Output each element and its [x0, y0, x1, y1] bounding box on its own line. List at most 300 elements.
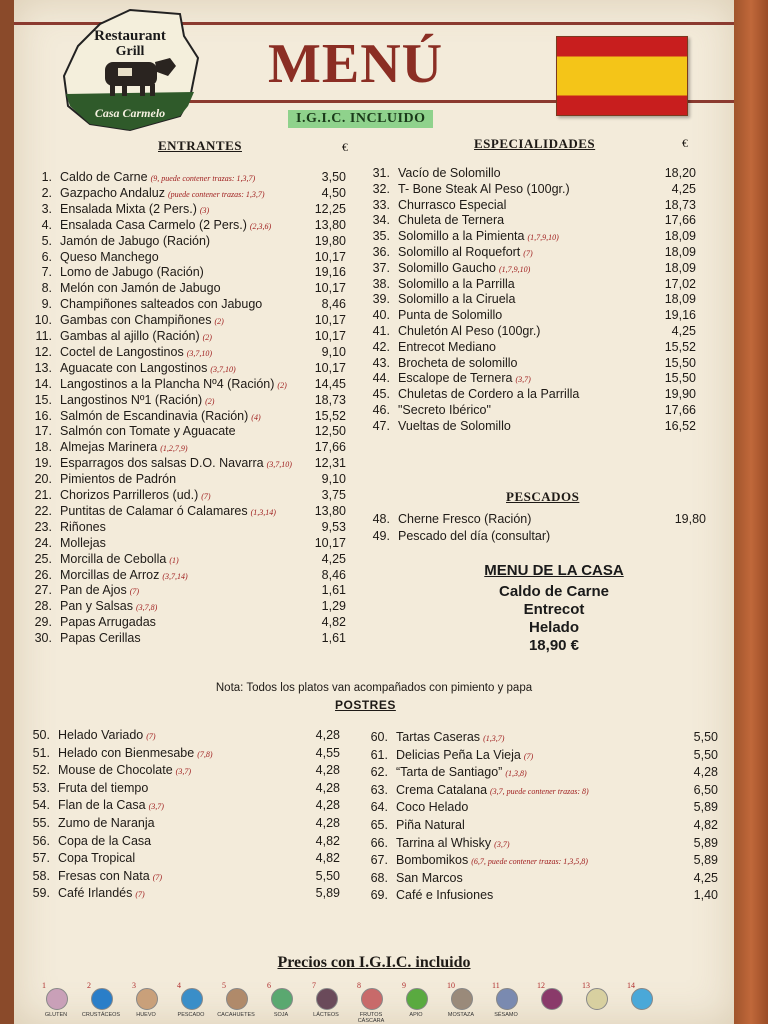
item-allergens: (7) [135, 890, 145, 900]
menu-item [28, 265, 204, 279]
item-name: Delicias Peña La Vieja [396, 747, 521, 762]
mustard-icon [451, 988, 473, 1010]
item-allergens: (3,7, puede contener trazas: 8) [490, 786, 589, 796]
item-name: Tarrina al Whisky [396, 835, 492, 850]
item-name: Mollejas [60, 535, 106, 550]
logo-text-restaurant: Restaurant [94, 28, 166, 44]
item-name: Gazpacho Andaluz [60, 185, 165, 200]
allergen-label: CRUSTÁCEOS [81, 1012, 121, 1018]
item-name: Pimientos de Padrón [60, 472, 177, 487]
allergen-label: PESCADO [177, 1012, 205, 1018]
menu-item [364, 783, 589, 797]
menu-item [26, 746, 213, 760]
item-number: 16. [34, 408, 52, 423]
item-allergens: (1,7,9,10) [527, 233, 559, 243]
mollusc-icon [631, 988, 653, 1010]
item-number: 64. [370, 800, 388, 815]
menu-item [364, 765, 527, 779]
lupin-icon [586, 988, 608, 1010]
menu-item [366, 229, 559, 243]
item-name: Tartas Caseras [396, 730, 481, 744]
menu-item [366, 403, 491, 417]
item-allergens: (3,7,10) [266, 460, 292, 470]
item-number: 25. [34, 551, 52, 566]
item-allergens: (7) [201, 492, 211, 501]
item-name: Gambas con Champiñones [60, 313, 212, 328]
menu-item [366, 308, 502, 322]
item-name: Zumo de Naranja [58, 816, 155, 830]
item-name: Vueltas de Solomillo [398, 418, 511, 433]
item-number: 32. [372, 181, 390, 196]
item-price: 10,17 [314, 249, 346, 264]
item-price: 1,29 [321, 599, 346, 614]
item-price: 18,09 [664, 260, 696, 275]
menu-item [28, 583, 139, 597]
menu-item [28, 377, 287, 391]
menu-item [28, 520, 106, 534]
allergen-number: 4 [177, 981, 181, 990]
item-price: 6,50 [693, 782, 718, 797]
allergen-number: 2 [87, 981, 91, 990]
item-number: 26. [34, 567, 52, 582]
item-price: 15,52 [664, 339, 696, 354]
item-number: 41. [372, 324, 390, 338]
item-number: 55. [32, 816, 50, 830]
menu-item [366, 166, 501, 180]
item-name: “Tarta de Santiago” [396, 765, 503, 780]
allergen-number: 3 [132, 981, 136, 990]
menu-item [28, 297, 262, 311]
item-number: 12. [34, 344, 52, 359]
fish-icon [181, 988, 203, 1010]
item-name: Solomillo Gaucho [398, 260, 496, 275]
item-name: Almejas Marinera [60, 440, 158, 455]
allergen-label: HUEVO [136, 1012, 156, 1018]
item-price: 4,50 [321, 185, 346, 200]
menu-item [28, 472, 176, 486]
sulphites-icon [541, 988, 563, 1010]
item-name: Copa Tropical [58, 851, 136, 866]
item-number: 6. [41, 249, 52, 264]
item-number: 20. [34, 472, 52, 487]
item-price: 5,89 [693, 800, 718, 815]
item-number: 28. [34, 599, 52, 614]
menu-item [366, 512, 531, 526]
item-price: 4,28 [315, 798, 340, 813]
item-number: 27. [34, 583, 52, 598]
item-allergens: (7) [523, 751, 534, 761]
item-price: 5,50 [315, 868, 340, 883]
item-price: 17,66 [664, 213, 696, 228]
menu-item [28, 170, 255, 184]
menu-item [28, 456, 292, 470]
item-number: 14. [34, 376, 52, 391]
menu-item [366, 356, 518, 370]
logo-text-name: Casa Carmelo [94, 106, 166, 120]
item-name: Helado con Bienmesabe [58, 745, 195, 760]
item-number: 66. [370, 835, 388, 850]
item-allergens: (1,3,7) [483, 734, 505, 743]
postres-heading: POSTRES [335, 698, 396, 712]
item-price: 12,50 [314, 424, 346, 439]
menu-item [364, 836, 510, 850]
menu-casa-heading: MENU DE LA CASA [484, 562, 624, 579]
item-price: 5,89 [315, 886, 340, 901]
item-price: 9,10 [321, 344, 346, 359]
item-allergens: (3,7,8) [135, 603, 158, 613]
item-price: 17,66 [314, 440, 346, 455]
item-number: 53. [32, 780, 50, 795]
item-price: 10,17 [314, 313, 346, 328]
menu-item [366, 261, 530, 275]
item-number: 49. [372, 528, 390, 543]
item-number: 22. [34, 503, 52, 518]
item-number: 1. [41, 170, 52, 184]
item-price: 1,61 [321, 583, 346, 598]
item-name: Puntitas de Calamar ó Calamares [60, 503, 248, 518]
item-price: 4,25 [671, 324, 696, 338]
menu-item [28, 186, 265, 200]
menu-item [28, 393, 214, 407]
item-number: 43. [372, 355, 390, 370]
item-name: Jamón de Jabugo (Ración) [60, 233, 211, 248]
item-allergens: (3,7) [175, 767, 191, 777]
item-allergens: (6,7, puede contener trazas: 1,3,5,8) [471, 857, 588, 867]
item-name: Copa de la Casa [58, 833, 152, 848]
menu-item [26, 851, 135, 865]
menu-item [28, 488, 211, 502]
item-name: Churrasco Especial [398, 197, 507, 212]
entrantes-currency: € [342, 140, 348, 154]
item-allergens: (7,8) [197, 749, 213, 759]
menu-item [28, 313, 224, 327]
item-price: 9,53 [321, 519, 346, 534]
item-price: 19,80 [674, 512, 706, 526]
item-price: 4,25 [693, 870, 718, 885]
item-allergens: (2,3,6) [249, 221, 272, 231]
item-name: Ensalada Mixta (2 Pers.) [60, 201, 197, 216]
item-name: Salmón con Tomate y Aguacate [60, 424, 236, 439]
item-allergens: (7) [523, 249, 533, 258]
item-price: 19,16 [314, 265, 346, 280]
menu-item [26, 763, 191, 777]
menu-item [366, 277, 515, 291]
item-allergens: (3,7,10) [186, 348, 213, 358]
item-price: 19,80 [314, 233, 346, 248]
sesame-icon [496, 988, 518, 1010]
item-price: 10,17 [314, 329, 346, 343]
menu-casa-line2: Entrecot [523, 601, 585, 618]
allergen-number: 9 [402, 981, 406, 990]
item-number: 68. [370, 870, 388, 885]
item-number: 58. [32, 868, 50, 883]
menu-casa-line1: Caldo de Carne [498, 583, 610, 600]
item-name: Chorizos Parrilleros (ud.) [60, 488, 199, 502]
item-name: Café e Infusiones [396, 888, 494, 903]
item-name: Melón con Jamón de Jabugo [60, 281, 221, 296]
menu-item [26, 781, 148, 795]
item-name: Lomo de Jabugo (Ración) [60, 265, 204, 280]
item-allergens: (1,3,8) [505, 769, 527, 779]
menu-sheet [14, 0, 734, 1024]
gluten-icon [46, 988, 68, 1010]
item-number: 4. [41, 217, 52, 232]
menu-item [28, 281, 221, 295]
item-price: 18,73 [314, 392, 346, 407]
menu-item [364, 853, 588, 867]
item-price: 15,52 [314, 408, 346, 423]
item-number: 47. [372, 418, 390, 433]
nuts-icon [361, 988, 383, 1010]
allergen-label: SÉSAMO [494, 1012, 518, 1018]
menu-item [366, 213, 504, 227]
item-number: 67. [370, 853, 388, 868]
menu-casa-line3: Helado [528, 619, 579, 636]
menu-item [28, 536, 106, 550]
item-allergens: (2) [205, 396, 215, 406]
peanut-icon [226, 988, 248, 1010]
item-number: 9. [41, 297, 52, 312]
allergen-number: 11 [492, 981, 500, 990]
menu-item [366, 198, 506, 212]
allergen-label: CACAHUETES [217, 1012, 255, 1018]
item-price: 3,50 [321, 170, 346, 184]
item-price: 4,82 [315, 851, 340, 866]
menu-item [26, 834, 151, 848]
item-allergens: (2) [214, 317, 224, 327]
item-number: 5. [41, 233, 52, 248]
item-name: Fresas con Nata [58, 868, 150, 883]
item-number: 10. [34, 313, 52, 328]
especialidades-heading: ESPECIALIDADES [474, 136, 596, 151]
item-number: 38. [372, 276, 390, 291]
item-name: Solomillo a la Ciruela [398, 292, 516, 307]
item-name: Langostinos a la Plancha Nº4 (Ración) [60, 376, 275, 391]
spain-flag-icon [556, 36, 688, 116]
menu-casa-price: 18,90 € [528, 637, 580, 654]
item-price: 4,28 [315, 816, 340, 830]
item-number: 59. [32, 886, 50, 901]
item-number: 56. [32, 833, 50, 848]
item-number: 37. [372, 260, 390, 275]
item-allergens: (1,3,14) [250, 507, 276, 517]
celery-icon [406, 988, 428, 1010]
footer-text: Precios con I.G.I.C. incluido [277, 954, 471, 971]
allergen-number: 5 [222, 981, 226, 990]
item-price: 19,16 [664, 308, 696, 323]
entrantes-heading: ENTRANTES [158, 138, 242, 153]
item-allergens: (4) [251, 412, 261, 422]
item-name: Morcilla de Cebolla [60, 551, 167, 566]
menu-item [366, 245, 533, 259]
item-number: 23. [34, 519, 52, 534]
menu-item [28, 234, 210, 248]
wood-background [734, 0, 768, 1024]
item-price: 5,50 [693, 747, 718, 762]
note-text: Nota: Todos los platos van acompañados con pimiento y papa [215, 682, 533, 694]
item-price: 18,73 [664, 197, 696, 212]
item-price: 19,90 [664, 387, 696, 402]
item-allergens: (3,7,10) [210, 364, 236, 374]
allergen-label: LÁCTEOS [313, 1012, 339, 1018]
menu-item [28, 361, 236, 375]
item-price: 18,20 [664, 166, 696, 180]
item-number: 46. [372, 403, 390, 417]
item-number: 34. [372, 213, 390, 228]
item-number: 31. [372, 166, 390, 180]
allergen-number: 1 [42, 981, 46, 990]
menu-item [26, 798, 164, 812]
item-allergens: (7) [146, 732, 156, 741]
menu-item [28, 329, 212, 343]
menu-item [26, 869, 162, 883]
item-name: Brocheta de solomillo [398, 355, 518, 370]
item-name: Salmón de Escandinavia (Ración) [60, 408, 249, 423]
item-price: 4,82 [315, 833, 340, 848]
item-name: Papas Cerillas [60, 631, 141, 646]
item-name: Coctel de Langostinos [60, 344, 184, 359]
item-allergens: (7) [129, 587, 140, 597]
item-name: Pan de Ajos [60, 583, 127, 598]
item-price: 1,61 [321, 631, 346, 646]
item-name: Ensalada Casa Carmelo (2 Pers.) [60, 217, 247, 232]
item-price: 3,75 [321, 488, 346, 502]
item-number: 33. [372, 197, 390, 212]
item-name: Langostinos Nº1 (Ración) [60, 392, 203, 407]
soy-icon [271, 988, 293, 1010]
item-name: "Secreto Ibérico" [398, 403, 491, 417]
item-allergens: (1,7,9,10) [498, 264, 531, 274]
item-price: 4,82 [693, 818, 718, 832]
menu-item [364, 871, 463, 885]
menu-item [28, 631, 141, 645]
item-number: 61. [370, 747, 388, 762]
menu-item [28, 424, 236, 438]
item-number: 30. [34, 631, 52, 646]
item-number: 65. [370, 818, 388, 832]
menu-item [28, 345, 212, 359]
item-name: Solomillo al Roquefort [398, 245, 521, 259]
item-price: 15,50 [664, 371, 696, 386]
menu-item [364, 748, 533, 762]
item-name: Piña Natural [396, 818, 465, 832]
allergen-number: 7 [312, 981, 316, 990]
menu-item [366, 324, 540, 338]
menu-item [28, 218, 271, 232]
item-number: 29. [34, 615, 52, 630]
item-price: 12,31 [314, 456, 346, 471]
item-name: Riñones [60, 519, 106, 534]
item-allergens: (7) [152, 872, 163, 882]
item-number: 42. [372, 339, 390, 354]
item-name: Escalope de Ternera [398, 371, 513, 386]
item-number: 13. [34, 360, 52, 375]
item-number: 44. [372, 371, 390, 386]
item-price: 5,89 [693, 835, 718, 850]
item-price: 4,55 [315, 745, 340, 760]
item-price: 12,25 [314, 201, 346, 216]
item-name: Caldo de Carne [60, 170, 148, 184]
item-price: 14,45 [314, 376, 346, 391]
item-allergens: (2) [277, 380, 287, 390]
item-price: 4,28 [315, 728, 340, 742]
item-name: San Marcos [396, 870, 463, 885]
dairy-icon [316, 988, 338, 1010]
item-number: 2. [41, 185, 52, 200]
allergen-number: 12 [537, 981, 545, 990]
item-name: Vacío de Solomillo [398, 166, 501, 180]
item-number: 18. [34, 440, 52, 455]
allergen-number: 13 [582, 981, 590, 990]
item-number: 39. [372, 292, 390, 307]
menu-item [366, 340, 496, 354]
item-allergens: (puede contener trazas: 1,3,7) [167, 189, 265, 199]
item-price: 13,80 [314, 503, 346, 518]
menu-item [26, 728, 156, 742]
item-name: Punta de Solomillo [398, 308, 503, 323]
item-name: Chuletas de Cordero a la Parrilla [398, 387, 580, 402]
item-allergens: (9, puede contener trazas: 1,3,7) [150, 174, 256, 183]
allergen-label: SOJA [273, 1012, 289, 1018]
item-name: Morcillas de Arroz [60, 567, 160, 582]
menu-item [366, 529, 550, 543]
item-number: 15. [34, 392, 52, 407]
item-number: 50. [32, 728, 50, 742]
item-allergens: (3,7) [515, 375, 531, 385]
menu-item [364, 888, 493, 902]
item-name: Pan y Salsas [60, 599, 133, 614]
item-allergens: (1,2,7,9) [160, 444, 188, 454]
menu-item [28, 552, 179, 566]
item-number: 19. [34, 456, 52, 471]
allergen-number: 14 [627, 981, 635, 990]
item-name: Aguacate con Langostinos [60, 360, 208, 375]
item-price: 10,17 [314, 535, 346, 550]
item-number: 8. [41, 281, 52, 296]
allergen-label: APIO [409, 1012, 423, 1018]
menu-item [26, 886, 145, 900]
item-number: 60. [370, 730, 388, 744]
item-number: 40. [372, 308, 390, 323]
item-price: 17,66 [664, 403, 696, 417]
especialidades-currency: € [682, 136, 688, 150]
menu-item [366, 419, 511, 433]
menu-item [364, 730, 504, 744]
item-price: 16,52 [664, 418, 696, 433]
item-price: 5,50 [693, 730, 718, 744]
item-allergens: (1) [169, 555, 179, 565]
item-allergens: (3,7) [494, 839, 510, 849]
menu-item [366, 182, 570, 196]
egg-icon [136, 988, 158, 1010]
allergen-label: FRUTOS CÁSCARA [357, 1012, 385, 1024]
item-name: Esparragos dos salsas D.O. Navarra [60, 456, 264, 471]
item-name: Helado Variado [58, 728, 144, 742]
item-number: 63. [370, 782, 388, 797]
logo-text-grill: Grill [115, 44, 145, 59]
item-number: 11. [35, 329, 52, 343]
item-name: Champiñones salteados con Jabugo [60, 297, 263, 312]
item-price: 10,17 [314, 281, 346, 296]
menu-item [28, 599, 157, 613]
menu-item [364, 818, 465, 832]
item-price: 18,09 [664, 245, 696, 259]
menu-item [366, 292, 515, 306]
item-name: Gambas al ajillo (Ración) [60, 329, 200, 343]
menu-item [28, 202, 209, 216]
menu-item [28, 615, 156, 629]
item-number: 17. [34, 424, 52, 439]
